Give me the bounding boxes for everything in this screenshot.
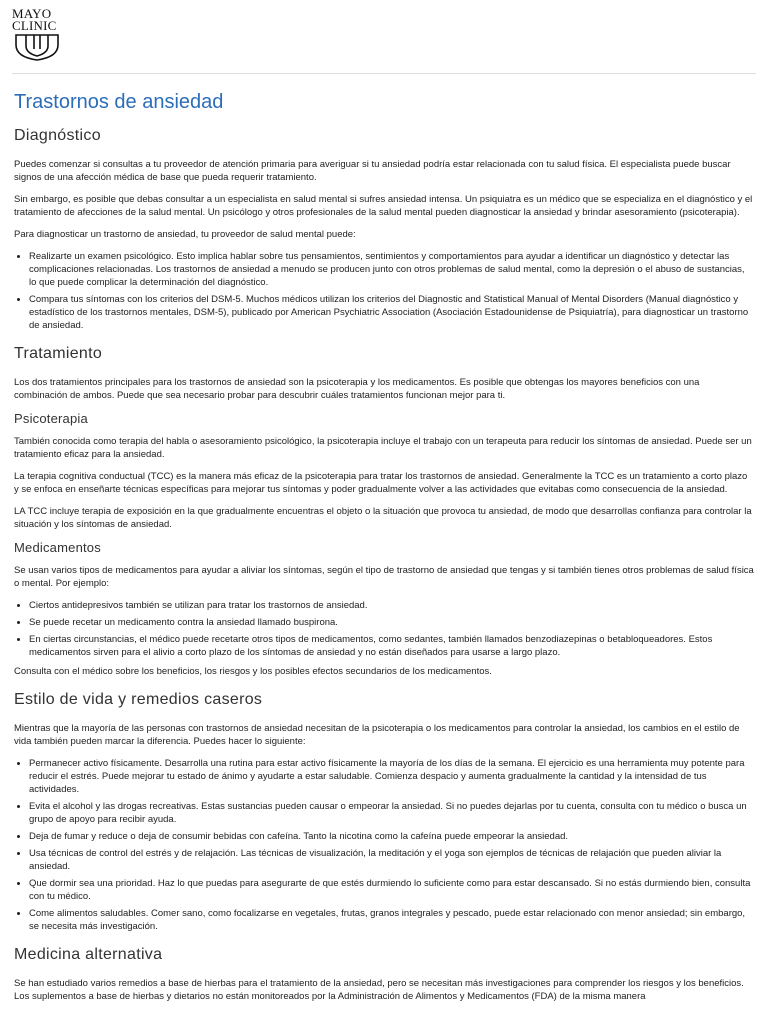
heading-estilo-de-vida: Estilo de vida y remedios caseros [14, 691, 263, 708]
paragraph: LA TCC incluye terapia de exposición en la que gradualmente encuentras el objeto o la situación que provoca tu ansiedad, de modo que desarrollas confianza para controlar la situación y los síntomas de ansiedad. [14, 506, 752, 530]
list-item: • En ciertas circunstancias, el médico puede recetarte otros tipos de medicamentos, como sedantes, también llamados benzodiazepinas o betabloqueadores. Estos medicamentos sirven para el alivio a corto plazo de los síntomas de ansiedad y no están diseñados para usarse a largo plazo. [29, 633, 754, 659]
diagnostico-list [14, 250, 754, 332]
logo-line-2: CLINIC [12, 18, 57, 33]
estilo-list [14, 757, 754, 933]
logo-line-1: MAYO [12, 6, 52, 21]
paragraph: Puedes comenzar si consultas a tu proveedor de atención primaria para averiguar si tu ansiedad podría estar relacionada con tu salud física. El especialista puede buscar signos de una afección médica de base que pueda requerir tratamiento. [14, 159, 731, 183]
heading-diagnostico: Diagnóstico [14, 127, 101, 144]
list-item: • Que dormir sea una prioridad. Haz lo que puedas para asegurarte de que estés durmiendo lo suficiente como para estar descansado. Si no estás durmiendo bien, consulta con tu médico. [29, 877, 754, 903]
list-item: • Evita el alcohol y las drogas recreativas. Estas sustancias pueden causar o empeorar la ansiedad. Si no puedes dejarlas por tu cuenta, consulta con tu médico o busca un grupo de apoyo para recibir ayuda. [29, 800, 754, 826]
paragraph: La terapia cognitiva conductual (TCC) es la manera más eficaz de la psicoterapia para tratar los trastornos de ansiedad. Generalmente la TCC es un tratamiento a corto plazo y se enfoca en enseñarte técnicas específicas para mejorar tus síntomas y poder gradualmente volver a las actividades que evitabas como consecuencia de la ansiedad. [14, 471, 748, 495]
list-item: • Permanecer activo físicamente. Desarrolla una rutina para estar activo físicamente la mayoría de los días de la semana. El ejercicio es una herramienta muy potente para reducir el estrés. Puede mejorar tu estado de ánimo y ayudarte a estar saludable. Comienza despacio y aumenta gradualmente la cantidad y la intensidad de tus actividades. [29, 757, 754, 796]
paragraph: Consulta con el médico sobre los beneficios, los riesgos y los posibles efectos secundarios de los medicamentos. [14, 666, 492, 677]
paragraph: Los dos tratamientos principales para los trastornos de ansiedad son la psicoterapia y los medicamentos. Es posible que obtengas los mayores beneficios con una combinación de ambos. Puede que sea necesario probar para descubrir cuáles tratamientos funcionan mejor para ti. [14, 377, 700, 401]
heading-psicoterapia: Psicoterapia [14, 411, 88, 426]
paragraph: Para diagnosticar un trastorno de ansiedad, tu proveedor de salud mental puede: [14, 229, 356, 240]
mayo-clinic-logo[interactable] [12, 8, 66, 64]
paragraph: Se usan varios tipos de medicamentos para ayudar a aliviar los síntomas, según el tipo de trastorno de ansiedad que tengas y si también tienes otros problemas de salud física o mental. Por ejemplo: [14, 565, 754, 589]
paragraph: Se han estudiado varios remedios a base de hierbas para el tratamiento de la ansiedad, pero se necesitan más investigaciones para comprender los riesgos y los beneficios. Los suplementos a base de hierbas y dietarios no están monitoreados por la Administración de Alimentos y Medicamentos (FDA) de la misma manera [14, 978, 744, 1002]
header-divider [12, 73, 756, 74]
list-item: • Ciertos antidepresivos también se utilizan para tratar los trastornos de ansiedad. [29, 599, 754, 612]
list-item: • Come alimentos saludables. Comer sano, como focalizarse en vegetales, frutas, granos integrales y pescado, puede estar relacionado con menor ansiedad; sin embargo, se necesita más investigación. [29, 907, 754, 933]
shield-icon [12, 33, 62, 61]
heading-medicina-alternativa: Medicina alternativa [14, 946, 163, 963]
list-item: • Compara tus síntomas con los criterios del DSM-5. Muchos médicos utilizan los criterios del Diagnostic and Statistical Manual of Mental Disorders (Manual diagnóstico y estadístico de los trastornos mentales, DSM-5), publicado por American Psychiatric Association (Asociación Estadounidense de Psiquiatría), para diagnosticar un trastorno de ansiedad. [29, 293, 754, 332]
paragraph: También conocida como terapia del habla o asesoramiento psicológico, la psicoterapia incluye el trabajo con un terapeuta para reducir los síntomas de ansiedad. Puede ser un tratamiento eficaz para la ansiedad. [14, 436, 752, 460]
heading-tratamiento: Tratamiento [14, 345, 103, 362]
list-item: • Realizarte un examen psicológico. Esto implica hablar sobre tus pensamientos, sentimientos y comportamientos para ayudar a identificar un diagnóstico y detectar las complicaciones relacionadas. Los trastornos de ansiedad a menudo se producen junto con otros problemas de salud mental, como la depresión o el abuso de sustancias, lo que puede complicar la determinación del diagnóstico. [29, 250, 754, 289]
page-title: Trastornos de ansiedad [14, 91, 224, 113]
medicamentos-list [14, 599, 754, 659]
article [14, 90, 754, 1012]
list-item: • Se puede recetar un medicamento contra la ansiedad llamado buspirona. [29, 616, 754, 629]
paragraph: Sin embargo, es posible que debas consultar a un especialista en salud mental si sufres ansiedad intensa. Un psiquiatra es un médico que se especializa en el diagnóstico y el tratamiento de afecciones de la salud mental. Un psicólogo y otros profesionales de la salud mental pueden diagnosticar la ansiedad y brindar asesoramiento (psicoterapia). [14, 194, 753, 218]
list-item: • Deja de fumar y reduce o deja de consumir bebidas con cafeína. Tanto la nicotina como la cafeína puede empeorar la ansiedad. [29, 830, 754, 843]
heading-medicamentos: Medicamentos [14, 540, 101, 555]
list-item: • Usa técnicas de control del estrés y de relajación. Las técnicas de visualización, la meditación y el yoga son ejemplos de técnicas de relajación que pueden aliviar la ansiedad. [29, 847, 754, 873]
paragraph: Mientras que la mayoría de las personas con trastornos de ansiedad necesitan de la psicoterapia o los medicamentos para controlar la ansiedad, los cambios en el estilo de vida también pueden marcar la diferencia. Puedes hacer lo siguiente: [14, 723, 740, 747]
